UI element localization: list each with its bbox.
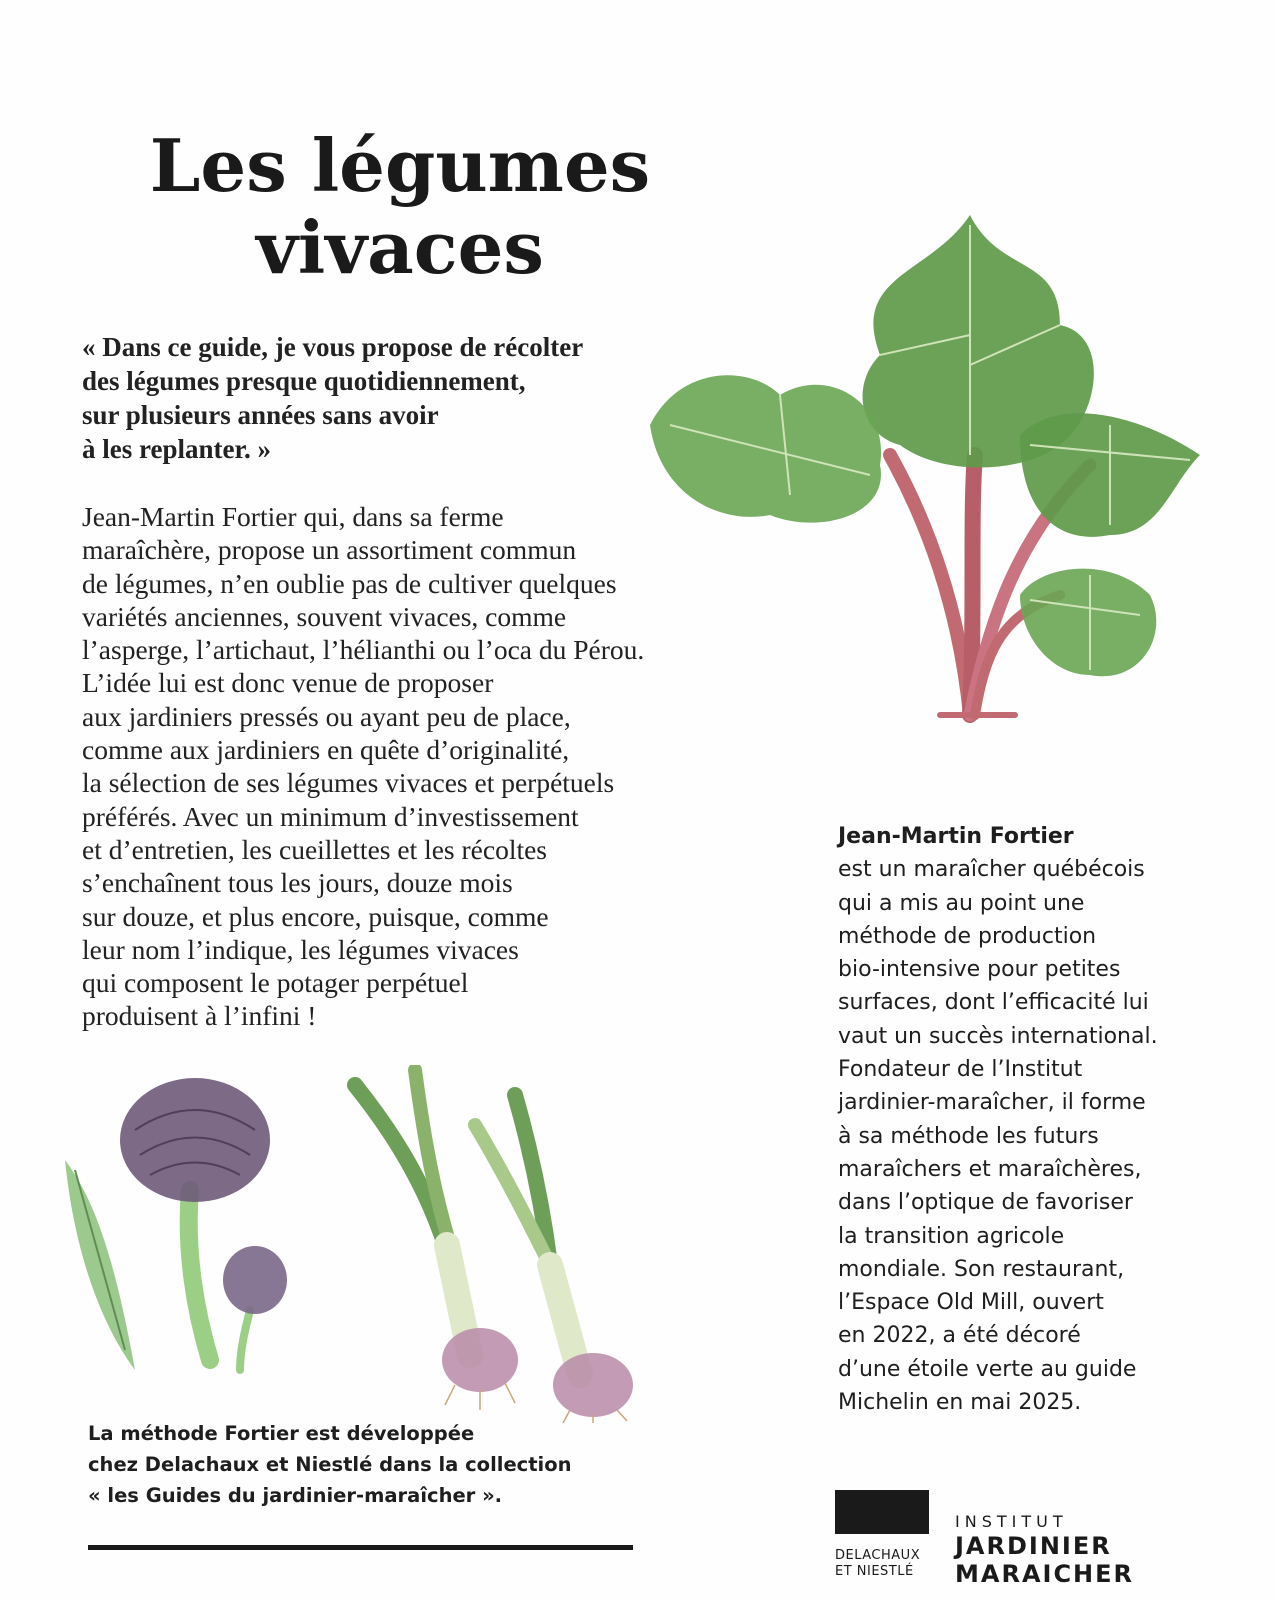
bio-line: la transition agricole [838,1223,1065,1249]
collection-caption [88,1418,648,1511]
body-text [82,500,732,1033]
artichoke-head [120,1078,270,1202]
quote-line: « Dans ce guide, je vous propose de récolter [82,332,584,362]
body-line: Jean-Martin Fortier qui, dans sa ferme [82,501,504,532]
intro-quote [82,330,722,466]
body-line: L’idée lui est donc venue de proposer [82,667,494,699]
publisher-line-2: ET NIESTLÉ [835,1564,914,1579]
bio-line: maraîchers et maraîchères, [838,1156,1142,1182]
body-line: s’enchaînent tous les jours, douze mois [82,867,513,899]
bio-line: Michelin en mai 2025. [838,1390,1082,1416]
bio-line: est un maraîcher québécois [838,857,1145,883]
page-title [90,125,710,289]
artichoke-illustration [45,1060,305,1390]
body-line: l’asperge, l’artichaut, l’hélianthi ou l’oca du Pérou. [82,634,645,666]
title-line-2: vivaces [256,205,544,290]
divider [88,1545,633,1550]
caption-line: chez Delachaux et Niestlé dans la collection [88,1453,572,1476]
rhubarb-illustration [640,215,1230,725]
institute-logo [955,1512,1255,1588]
rhubarb-leaves [650,215,1200,676]
body-line: qui composent le potager perpétuel [82,967,469,999]
leek-illustration [335,1065,665,1425]
body-line: et d’entretien, les cueillettes et les récoltes [82,833,548,865]
quote-line: des légumes presque quotidiennement, [82,366,526,396]
artichoke-stem [189,1190,210,1360]
bio-line: Fondateur de l’Institut [838,1057,1083,1083]
small-artichoke-stem [240,1310,250,1370]
bio-line: mondiale. Son restaurant, [838,1256,1125,1282]
leek-bulb-1 [442,1328,518,1392]
quote-line: sur plusieurs années sans avoir [82,400,439,430]
bio-line: l’Espace Old Mill, ouvert [838,1290,1104,1316]
body-line: produisent à l’infini ! [82,1000,317,1032]
author-bio [838,820,1258,1419]
leaf-small [1020,569,1156,677]
title-line-1: Les légumes [149,123,651,208]
quote-line: à les replanter. » [82,434,271,464]
bio-line: dans l’optique de favoriser [838,1190,1133,1216]
publisher-logo [835,1490,935,1590]
author-name: Jean-Martin Fortier [838,824,1074,849]
bio-line: bio-intensive pour petites [838,957,1121,983]
bio-line: surfaces, dont l’efficacité lui [838,990,1149,1016]
institute-line-2: JARDINIER [955,1532,1112,1560]
body-line: leur nom l’indique, les légumes vivaces [82,933,519,965]
bio-line: méthode de production [838,923,1097,949]
bio-line: qui a mis au point une [838,890,1085,916]
artichoke-leaves [65,1160,135,1370]
leek-bulb-2 [553,1353,633,1417]
small-artichoke-head [223,1246,287,1314]
publisher-line-1: DELACHAUX [835,1548,921,1563]
institute-line-3: MARAICHER [955,1560,1135,1588]
bio-line: jardinier-maraîcher, il forme [838,1090,1146,1116]
bio-line: en 2022, a été décoré [838,1323,1081,1349]
caption-line: « les Guides du jardinier-maraîcher ». [88,1484,503,1507]
bio-line: à sa méthode les futurs [838,1123,1099,1149]
publisher-name [835,1548,920,1580]
body-line: préférés. Avec un minimum d’investissement [82,800,579,832]
body-line: variétés anciennes, souvent vivaces, comme [82,600,567,632]
caption-line: La méthode Fortier est développée [88,1422,475,1445]
institute-line-1: INSTITUT [955,1512,1068,1531]
bio-line: vaut un succès international. [838,1023,1158,1049]
body-line: sur douze, et plus encore, puisque, comme [82,900,549,932]
body-line: la sélection de ses légumes vivaces et perpétuels [82,767,615,799]
bio-line: d’une étoile verte au guide [838,1356,1137,1382]
body-line: aux jardiniers pressés ou ayant peu de place, [82,700,571,732]
body-line: maraîchère, propose un assortiment commun [82,534,577,566]
publisher-logo-mark [835,1490,929,1534]
body-line: de légumes, n’en oublie pas de cultiver quelques [82,567,617,599]
body-line: comme aux jardiniers en quête d’originalité, [82,734,570,766]
